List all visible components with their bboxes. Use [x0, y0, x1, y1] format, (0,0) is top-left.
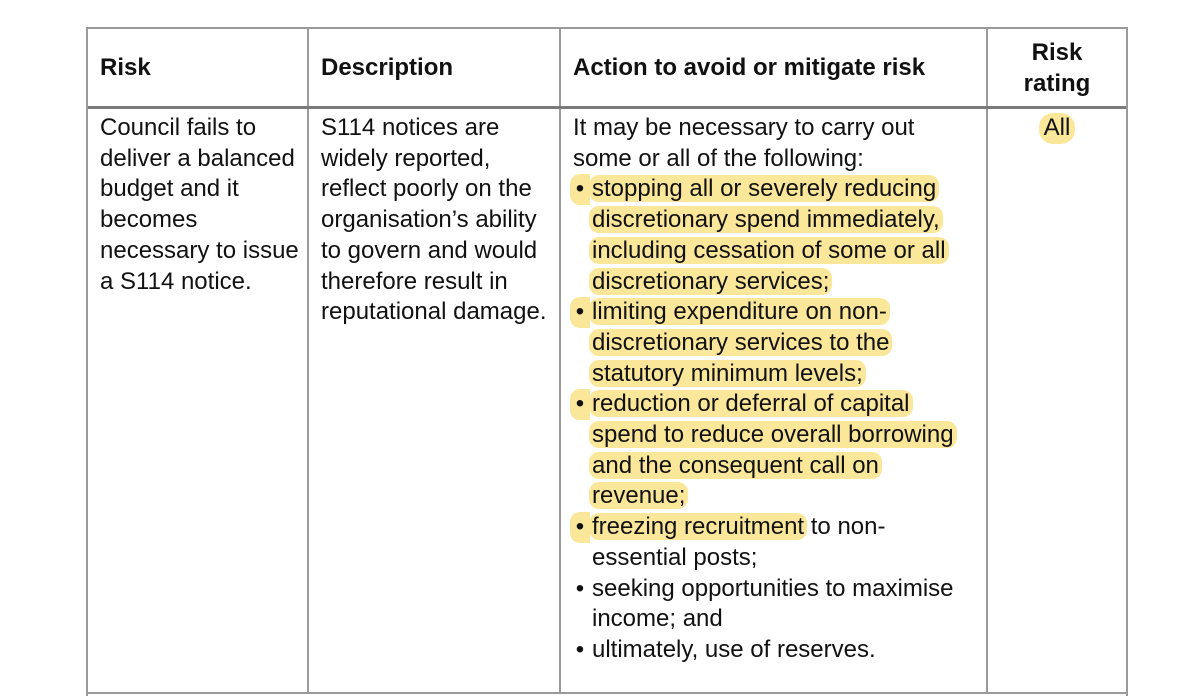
highlighted-text: stopping all or severely reducing discretionary spend immediately, including cessation of some or all discretionary services; [589, 175, 949, 294]
bullet-text: seeking opportunities to maximise income; and [592, 574, 954, 633]
highlighted-text: freezing recruitment [589, 513, 807, 540]
risk-text: Council fails to deliver a balanced budget and it becomes necessary to issue a S114 notice. [100, 114, 299, 295]
bullet-icon: • [570, 297, 590, 328]
bullet-icon: • [575, 635, 585, 663]
cell-risk [88, 109, 307, 692]
action-bullet-item [573, 174, 957, 297]
cell-risk-rating [988, 109, 1126, 692]
header-risk-label: Risk [100, 53, 151, 81]
action-bullet-item [573, 389, 957, 512]
action-intro: It may be necessary to carry out some or all of the following: [573, 114, 915, 172]
header-rating-line2: rating [1023, 69, 1091, 97]
risk-table [86, 27, 1128, 696]
highlighted-text: limiting expenditure on non-discretionary services to the statutory minimum levels; [589, 298, 892, 386]
highlighted-text: reduction or deferral of capital spend to reduce overall borrowing and the consequent call on revenue; [589, 390, 957, 509]
header-rating-line1: Risk [1031, 38, 1083, 66]
action-bullet-item [573, 635, 957, 666]
header-description-label: Description [321, 53, 454, 81]
header-risk [88, 29, 307, 106]
action-bullet-list [573, 174, 957, 665]
action-bullet-item [573, 512, 957, 573]
header-action [561, 29, 987, 106]
header-risk-rating [988, 29, 1126, 106]
action-bullet-item [573, 297, 957, 389]
risk-rating-value: All [1039, 113, 1076, 144]
cell-action [561, 109, 987, 692]
description-text: S114 notices are widely reported, reflect poorly on the organisation’s ability to govern and would therefore result in reputational damage. [321, 114, 547, 326]
bullet-icon: • [570, 389, 590, 420]
table-row [88, 109, 1126, 694]
header-description [309, 29, 560, 106]
bullet-text: to non-essential posts; [592, 513, 886, 571]
bullet-text: ultimately, use of reserves. [592, 635, 876, 663]
action-bullet-item [573, 574, 957, 635]
bullet-icon: • [575, 574, 585, 602]
table-header-row [88, 29, 1126, 109]
header-action-label: Action to avoid or mitigate risk [573, 53, 926, 81]
cell-description [309, 109, 560, 692]
bullet-icon: • [570, 512, 590, 543]
bullet-icon: • [570, 174, 590, 205]
